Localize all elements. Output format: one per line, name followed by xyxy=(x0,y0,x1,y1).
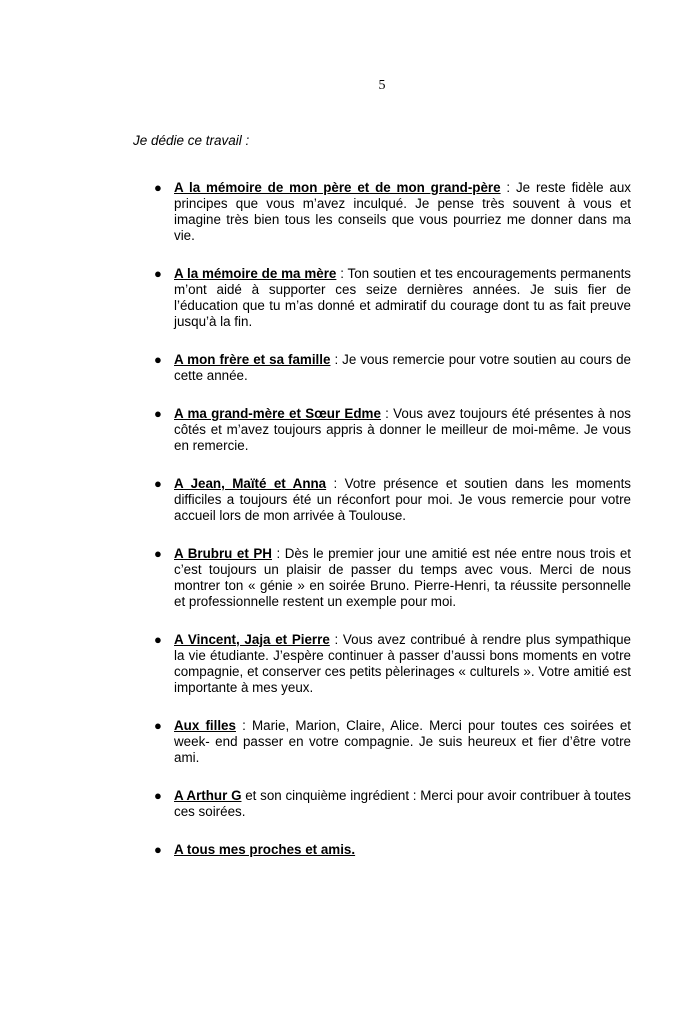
dedication-item xyxy=(147,788,631,820)
dedication-heading: A Arthur G xyxy=(174,788,242,803)
dedication-item xyxy=(147,718,631,766)
dedication-list xyxy=(147,180,631,880)
dedication-item xyxy=(147,406,631,454)
dedication-heading: A ma grand-mère et Sœur Edme xyxy=(174,406,381,421)
dedication-heading: A Jean, Maïté et Anna xyxy=(174,476,327,491)
dedication-text: : Votre présence et soutien dans les moments difficiles a toujours été un réconfort pour moi. Je vous remercie pour votre accueil lors de mon arrivée à Toulouse. xyxy=(174,476,631,523)
dedication-text: : Marie, Marion, Claire, Alice. Merci pour toutes ces soirées et week- end passer en votre compagnie. Je suis heureux et fier d’être votre ami. xyxy=(174,718,631,765)
bullet-icon: ● xyxy=(154,180,162,195)
dedication-item xyxy=(147,632,631,696)
dedication-text: : Vous avez toujours été présentes à nos côtés et m’avez toujours appris à donner le meilleur de moi-même. Je vous en remercie. xyxy=(174,406,631,453)
dedication-item xyxy=(147,266,631,330)
dedication-text: : Dès le premier jour une amitié est née entre nous trois et c’est toujours un plaisir de passer du temps avec vous. Merci de nous montrer ton « génie » en soirée Bruno. Pierre-Henri, ta réussite personnelle et professionnelle restent un exemple pour moi. xyxy=(174,546,631,609)
bullet-icon: ● xyxy=(154,266,162,281)
dedication-item xyxy=(147,842,631,858)
bullet-icon: ● xyxy=(154,842,162,857)
dedication-heading: Aux filles xyxy=(174,718,236,733)
bullet-icon: ● xyxy=(154,352,162,367)
dedication-item xyxy=(147,546,631,610)
dedication-text: et son cinquième ingrédient : Merci pour avoir contribuer à toutes ces soirées. xyxy=(174,788,631,819)
bullet-icon: ● xyxy=(154,788,162,803)
bullet-icon: ● xyxy=(154,476,162,491)
dedication-intro: Je dédie ce travail : xyxy=(133,133,250,148)
bullet-icon: ● xyxy=(154,632,162,647)
dedication-heading: A la mémoire de mon père et de mon grand-père xyxy=(174,180,501,195)
dedication-text: : Je reste fidèle aux principes que vous m’avez inculqué. Je pense très souvent à vous et imagine très bien tous les conseils que vous pourriez me donner dans ma vie. xyxy=(174,180,631,243)
dedication-text: : Je vous remercie pour votre soutien au cours de cette année. xyxy=(174,352,631,383)
dedication-text: : Ton soutien et tes encouragements permanents m’ont aidé à supporter ces seize dernières années. Je suis fier de l’éducation que tu m’as donné et admiratif du courage dont tu as fait preuve jusqu’à la fin. xyxy=(174,266,631,329)
dedication-item xyxy=(147,476,631,524)
bullet-icon: ● xyxy=(154,718,162,733)
dedication-heading: A tous mes proches et amis. xyxy=(174,842,356,857)
dedication-text: : Vous avez contribué à rendre plus sympathique la vie étudiante. J’espère continuer à passer d’aussi bons moments en votre compagnie, et conserver ces petits pèlerinages « culturels ». Votre amitié est importante à mes yeux. xyxy=(174,632,631,695)
dedication-heading: A Brubru et PH xyxy=(174,546,272,561)
dedication-heading: A la mémoire de ma mère xyxy=(174,266,337,281)
bullet-icon: ● xyxy=(154,406,162,421)
bullet-icon: ● xyxy=(154,546,162,561)
dedication-item xyxy=(147,180,631,244)
page-number: 5 xyxy=(378,78,386,93)
dedication-heading: A Vincent, Jaja et Pierre xyxy=(174,632,330,647)
dedication-heading: A mon frère et sa famille xyxy=(174,352,331,367)
dedication-item xyxy=(147,352,631,384)
